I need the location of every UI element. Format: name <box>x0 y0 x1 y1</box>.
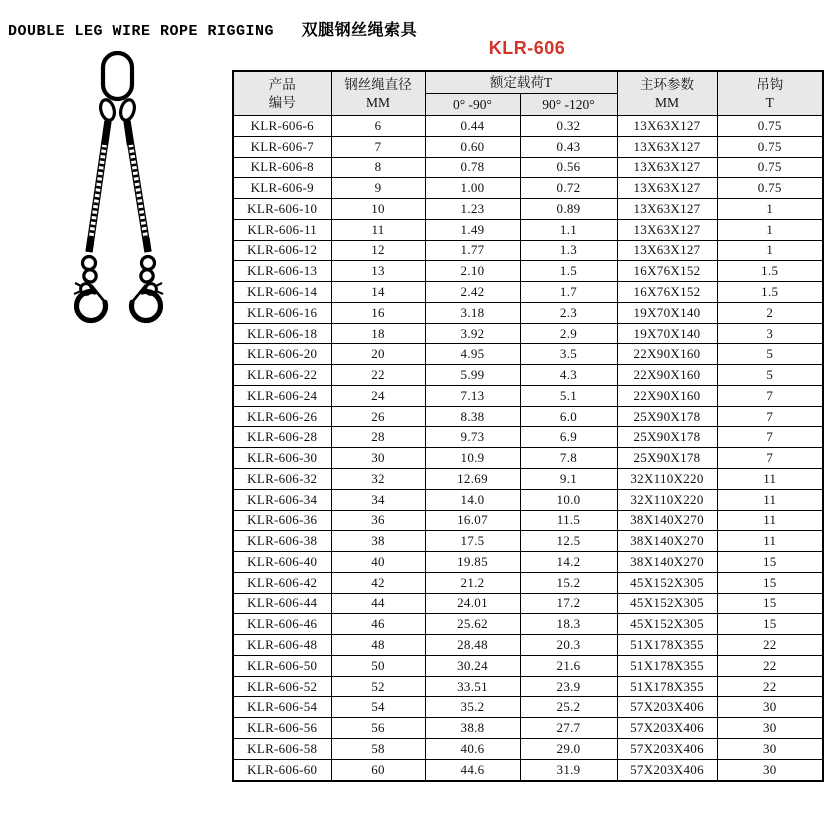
table-cell: 7 <box>717 448 823 469</box>
table-cell: 1.23 <box>425 199 520 220</box>
table-cell: KLR-606-20 <box>233 344 331 365</box>
table-cell: 57X203X406 <box>617 697 717 718</box>
table-cell: KLR-606-6 <box>233 116 331 137</box>
table-cell: 1.3 <box>520 240 617 261</box>
table-cell: 3.18 <box>425 302 520 323</box>
page-title <box>8 17 417 40</box>
table-cell: 1.49 <box>425 219 520 240</box>
table-cell: KLR-606-22 <box>233 365 331 386</box>
table-cell: 3.92 <box>425 323 520 344</box>
table-cell: KLR-606-13 <box>233 261 331 282</box>
table-cell: KLR-606-56 <box>233 718 331 739</box>
table-cell: 38 <box>331 531 425 552</box>
table-cell: 1.1 <box>520 219 617 240</box>
table-cell: 18.3 <box>520 614 617 635</box>
table-cell: 13X63X127 <box>617 136 717 157</box>
table-cell: 0.75 <box>717 116 823 137</box>
table-cell: KLR-606-48 <box>233 635 331 656</box>
table-cell: 1 <box>717 199 823 220</box>
table-cell: 54 <box>331 697 425 718</box>
table-cell: KLR-606-42 <box>233 572 331 593</box>
table-cell: 25X90X178 <box>617 406 717 427</box>
table-cell: 22 <box>717 676 823 697</box>
table-cell: 1.5 <box>520 261 617 282</box>
table-cell: KLR-606-40 <box>233 552 331 573</box>
table-row <box>233 593 823 614</box>
table-cell: 20 <box>331 344 425 365</box>
table-row <box>233 282 823 303</box>
table-cell: 1.5 <box>717 261 823 282</box>
table-cell: 20.3 <box>520 635 617 656</box>
table-cell: 58 <box>331 738 425 759</box>
table-cell: 7 <box>717 385 823 406</box>
table-cell: 10.9 <box>425 448 520 469</box>
table-cell: 5 <box>717 365 823 386</box>
header-master-link-line1: 主环参数 <box>640 76 694 92</box>
table-cell: 14.0 <box>425 489 520 510</box>
table-cell: KLR-606-46 <box>233 614 331 635</box>
table-row <box>233 448 823 469</box>
table-cell: 34 <box>331 489 425 510</box>
table-cell: 12.69 <box>425 469 520 490</box>
table-cell: 56 <box>331 718 425 739</box>
table-cell: 21.2 <box>425 572 520 593</box>
table-cell: 9.1 <box>520 469 617 490</box>
table-cell: 16 <box>331 302 425 323</box>
table-cell: 4.95 <box>425 344 520 365</box>
table-cell: 22 <box>331 365 425 386</box>
table-cell: 1.00 <box>425 178 520 199</box>
table-cell: 22X90X160 <box>617 385 717 406</box>
table-row <box>233 469 823 490</box>
header-master-link <box>617 71 717 116</box>
table-cell: 22X90X160 <box>617 365 717 386</box>
table-cell: 1.7 <box>520 282 617 303</box>
table-cell: 22 <box>717 655 823 676</box>
table-cell: 2.10 <box>425 261 520 282</box>
table-cell: 51X178X355 <box>617 676 717 697</box>
table-row <box>233 676 823 697</box>
table-cell: 12.5 <box>520 531 617 552</box>
table-cell: KLR-606-58 <box>233 738 331 759</box>
table-cell: 2.9 <box>520 323 617 344</box>
table-cell: 40 <box>331 552 425 573</box>
safety-hook-left-icon <box>74 257 106 321</box>
table-cell: KLR-606-9 <box>233 178 331 199</box>
table-cell: 38X140X270 <box>617 552 717 573</box>
table-cell: 2 <box>717 302 823 323</box>
wire-rope-leg-left-icon <box>89 121 108 252</box>
table-row <box>233 219 823 240</box>
table-cell: 36 <box>331 510 425 531</box>
table-cell: KLR-606-36 <box>233 510 331 531</box>
table-cell: 14 <box>331 282 425 303</box>
table-cell: 1 <box>717 219 823 240</box>
table-cell: KLR-606-14 <box>233 282 331 303</box>
table-cell: 11 <box>717 469 823 490</box>
table-row <box>233 614 823 635</box>
table-cell: 0.89 <box>520 199 617 220</box>
table-cell: 44 <box>331 593 425 614</box>
table-cell: 15 <box>717 552 823 573</box>
table-cell: 0.78 <box>425 157 520 178</box>
table-cell: 17.5 <box>425 531 520 552</box>
table-cell: 28.48 <box>425 635 520 656</box>
table-cell: 24.01 <box>425 593 520 614</box>
header-rated-load: 额定载荷T <box>425 71 617 94</box>
table-cell: KLR-606-44 <box>233 593 331 614</box>
table-cell: 8.38 <box>425 406 520 427</box>
table-cell: 57X203X406 <box>617 718 717 739</box>
table-row <box>233 199 823 220</box>
table-row <box>233 323 823 344</box>
table-cell: 30.24 <box>425 655 520 676</box>
table-cell: 32 <box>331 469 425 490</box>
table-row <box>233 655 823 676</box>
table-cell: 14.2 <box>520 552 617 573</box>
table-cell: 19X70X140 <box>617 302 717 323</box>
table-cell: 9 <box>331 178 425 199</box>
table-cell: 51X178X355 <box>617 635 717 656</box>
table-cell: 30 <box>331 448 425 469</box>
table-cell: 7 <box>717 406 823 427</box>
sling-drawing <box>48 46 234 346</box>
table-cell: 32X110X220 <box>617 469 717 490</box>
spec-table-header <box>233 71 823 116</box>
table-cell: 13X63X127 <box>617 157 717 178</box>
table-row <box>233 718 823 739</box>
table-row <box>233 531 823 552</box>
table-cell: 24 <box>331 385 425 406</box>
header-master-link-line2: MM <box>654 94 679 110</box>
header-product-code <box>233 71 331 116</box>
table-cell: 17.2 <box>520 593 617 614</box>
table-cell: 12 <box>331 240 425 261</box>
table-cell: 0.60 <box>425 136 520 157</box>
table-cell: 0.72 <box>520 178 617 199</box>
table-cell: 10.0 <box>520 489 617 510</box>
table-cell: 42 <box>331 572 425 593</box>
table-cell: 16X76X152 <box>617 261 717 282</box>
header-hook-line2: T <box>765 94 774 110</box>
table-cell: 11 <box>717 531 823 552</box>
table-cell: 11 <box>717 510 823 531</box>
table-cell: 11 <box>717 489 823 510</box>
table-cell: 52 <box>331 676 425 697</box>
table-cell: 45X152X305 <box>617 572 717 593</box>
table-row <box>233 552 823 573</box>
table-cell: 28 <box>331 427 425 448</box>
header-hook-line1: 吊钩 <box>756 76 784 92</box>
table-row <box>233 178 823 199</box>
spec-table <box>232 70 824 782</box>
table-cell: 16X76X152 <box>617 282 717 303</box>
table-cell: KLR-606-16 <box>233 302 331 323</box>
table-row <box>233 635 823 656</box>
table-cell: 44.6 <box>425 759 520 780</box>
table-cell: KLR-606-50 <box>233 655 331 676</box>
table-cell: KLR-606-54 <box>233 697 331 718</box>
table-row <box>233 489 823 510</box>
wire-rope-leg-right-icon <box>127 121 148 252</box>
table-cell: 11.5 <box>520 510 617 531</box>
table-row <box>233 157 823 178</box>
table-cell: 29.0 <box>520 738 617 759</box>
table-cell: 22 <box>717 635 823 656</box>
table-cell: 16.07 <box>425 510 520 531</box>
header-product-code-line2: 编号 <box>268 94 296 110</box>
table-cell: KLR-606-60 <box>233 759 331 780</box>
table-cell: KLR-606-8 <box>233 157 331 178</box>
table-row <box>233 240 823 261</box>
table-cell: KLR-606-10 <box>233 199 331 220</box>
table-cell: KLR-606-7 <box>233 136 331 157</box>
table-cell: 5.1 <box>520 385 617 406</box>
table-cell: 25X90X178 <box>617 427 717 448</box>
table-cell: 7 <box>331 136 425 157</box>
table-cell: 9.73 <box>425 427 520 448</box>
table-cell: 0.43 <box>520 136 617 157</box>
table-cell: 7.8 <box>520 448 617 469</box>
table-row <box>233 116 823 137</box>
table-cell: 13X63X127 <box>617 199 717 220</box>
table-cell: KLR-606-26 <box>233 406 331 427</box>
table-row <box>233 572 823 593</box>
table-cell: 46 <box>331 614 425 635</box>
table-cell: 15 <box>717 572 823 593</box>
table-cell: 13X63X127 <box>617 116 717 137</box>
header-rope-diameter-line1: 钢丝绳直径 <box>344 76 412 92</box>
table-cell: 1 <box>717 240 823 261</box>
table-row <box>233 302 823 323</box>
table-cell: 2.42 <box>425 282 520 303</box>
table-cell: 5 <box>717 344 823 365</box>
table-cell: 11 <box>331 219 425 240</box>
table-cell: 8 <box>331 157 425 178</box>
header-angle-0-90: 0° -90° <box>425 94 520 116</box>
table-cell: 30 <box>717 759 823 780</box>
table-cell: 15 <box>717 593 823 614</box>
header-rope-diameter-line2: MM <box>365 94 390 110</box>
table-row <box>233 365 823 386</box>
table-cell: 57X203X406 <box>617 759 717 780</box>
table-row <box>233 344 823 365</box>
table-cell: 31.9 <box>520 759 617 780</box>
table-cell: 0.32 <box>520 116 617 137</box>
table-cell: KLR-606-52 <box>233 676 331 697</box>
table-cell: 18 <box>331 323 425 344</box>
table-cell: 30 <box>717 718 823 739</box>
table-row <box>233 136 823 157</box>
table-cell: 25X90X178 <box>617 448 717 469</box>
table-cell: 19.85 <box>425 552 520 573</box>
table-row <box>233 427 823 448</box>
table-cell: 6 <box>331 116 425 137</box>
table-cell: 0.75 <box>717 136 823 157</box>
table-cell: 60 <box>331 759 425 780</box>
table-cell: 50 <box>331 655 425 676</box>
table-cell: 30 <box>717 738 823 759</box>
safety-hook-right-icon <box>131 257 163 321</box>
model-title: KLR-606 <box>488 38 566 58</box>
table-cell: KLR-606-12 <box>233 240 331 261</box>
table-cell: 13X63X127 <box>617 240 717 261</box>
table-row <box>233 759 823 780</box>
table-row <box>233 738 823 759</box>
connector-link-right-icon <box>118 98 136 122</box>
table-cell: KLR-606-18 <box>233 323 331 344</box>
table-cell: 15.2 <box>520 572 617 593</box>
table-cell: 25.62 <box>425 614 520 635</box>
table-body <box>233 116 823 781</box>
table-row <box>233 510 823 531</box>
table-cell: 7.13 <box>425 385 520 406</box>
table-cell: KLR-606-38 <box>233 531 331 552</box>
header-hook <box>717 71 823 116</box>
page-title-chinese: 双腿钢丝绳索具 <box>301 22 418 39</box>
table-cell: KLR-606-24 <box>233 385 331 406</box>
table-cell: 3 <box>717 323 823 344</box>
table-cell: 21.6 <box>520 655 617 676</box>
table-row <box>233 697 823 718</box>
table-cell: 6.0 <box>520 406 617 427</box>
table-cell: 0.56 <box>520 157 617 178</box>
table-row <box>233 261 823 282</box>
table-cell: 40.6 <box>425 738 520 759</box>
page-title-english: DOUBLE LEG WIRE ROPE RIGGING <box>8 23 275 40</box>
table-cell: 48 <box>331 635 425 656</box>
table-cell: KLR-606-30 <box>233 448 331 469</box>
table-cell: 45X152X305 <box>617 614 717 635</box>
table-cell: 38X140X270 <box>617 531 717 552</box>
table-cell: 4.3 <box>520 365 617 386</box>
table-cell: 45X152X305 <box>617 593 717 614</box>
table-cell: 26 <box>331 406 425 427</box>
table-cell: 1.77 <box>425 240 520 261</box>
header-rope-diameter <box>331 71 425 116</box>
table-cell: 38.8 <box>425 718 520 739</box>
table-cell: 1.5 <box>717 282 823 303</box>
table-row <box>233 406 823 427</box>
table-cell: 38X140X270 <box>617 510 717 531</box>
table-cell: 33.51 <box>425 676 520 697</box>
table-row <box>233 385 823 406</box>
table-cell: 0.75 <box>717 157 823 178</box>
table-cell: 13X63X127 <box>617 219 717 240</box>
header-angle-90-120: 90° -120° <box>520 94 617 116</box>
table-cell: 51X178X355 <box>617 655 717 676</box>
table-cell: 2.3 <box>520 302 617 323</box>
table-cell: KLR-606-28 <box>233 427 331 448</box>
table-cell: 6.9 <box>520 427 617 448</box>
table-cell: KLR-606-11 <box>233 219 331 240</box>
table-cell: 30 <box>717 697 823 718</box>
connector-link-left-icon <box>98 98 116 122</box>
table-cell: 22X90X160 <box>617 344 717 365</box>
table-cell: 23.9 <box>520 676 617 697</box>
table-cell: KLR-606-32 <box>233 469 331 490</box>
table-cell: 32X110X220 <box>617 489 717 510</box>
table-cell: 19X70X140 <box>617 323 717 344</box>
header-product-code-line1: 产品 <box>268 76 296 92</box>
table-cell: 13 <box>331 261 425 282</box>
table-cell: 57X203X406 <box>617 738 717 759</box>
table-cell: 15 <box>717 614 823 635</box>
table-cell: 27.7 <box>520 718 617 739</box>
table-cell: 13X63X127 <box>617 178 717 199</box>
table-cell: KLR-606-34 <box>233 489 331 510</box>
table-cell: 3.5 <box>520 344 617 365</box>
table-cell: 25.2 <box>520 697 617 718</box>
table-cell: 7 <box>717 427 823 448</box>
table-cell: 0.75 <box>717 178 823 199</box>
table-cell: 10 <box>331 199 425 220</box>
table-cell: 5.99 <box>425 365 520 386</box>
table-cell: 0.44 <box>425 116 520 137</box>
table-cell: 35.2 <box>425 697 520 718</box>
master-link-icon <box>103 53 132 99</box>
